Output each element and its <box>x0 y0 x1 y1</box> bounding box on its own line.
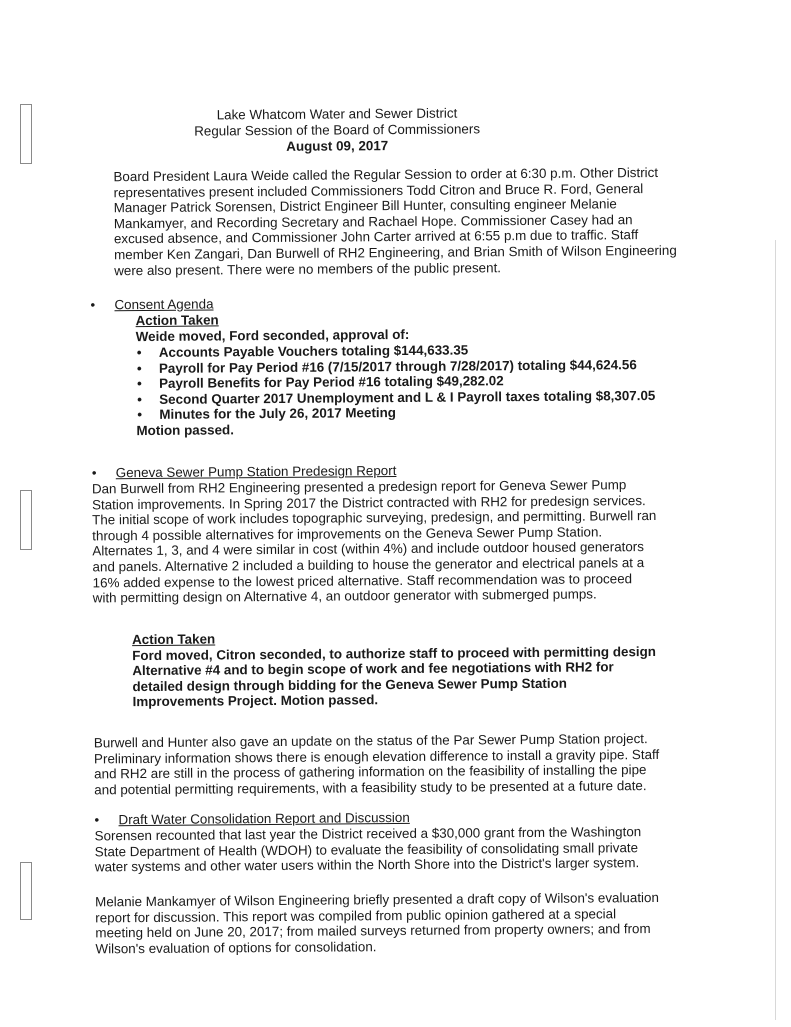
geneva-action-line: detailed design through bidding for the Geneva Sewer Pump Station <box>132 675 568 694</box>
geneva-action-line: Alternative #4 and to begin scope of work and fee negotiations with RH2 for <box>132 659 614 679</box>
consent-item: • Second Quarter 2017 Unemployment and L & I Payroll taxes totaling $8,307.05 <box>137 387 656 407</box>
update-line: and potential permitting requirements, with a feasibility study to be presented at a future date. <box>94 777 647 798</box>
geneva-line: The initial scope of work includes topographic surveying, predesign, and permitting. Burwell ran <box>92 508 657 528</box>
consent-agenda-heading <box>90 296 213 313</box>
intro-paragraph <box>113 165 692 279</box>
geneva-action-line: Improvements Project. Motion passed. <box>132 692 379 710</box>
draft-consolidation-title: Draft Water Consolidation Report and Discussion <box>118 809 410 828</box>
organization-name: Lake Whatcom Water and Sewer District <box>216 105 458 123</box>
consent-result: Motion passed. <box>136 422 234 439</box>
intro-line: excused absence, and Commissioner John Carter arrived at 6:55 p.m due to traffic. Staff <box>113 227 639 247</box>
update-line: and RH2 are still in the process of gathering information on the feasibility of installing the pipe <box>94 762 647 782</box>
draft-line: Melanie Mankamyer of Wilson Engineering briefly presented a draft copy of Wilson's evaluation <box>95 889 659 910</box>
consent-item: • Payroll for Pay Period #16 (7/15/2017 through 7/28/2017) totaling $44,624.56 <box>136 356 637 376</box>
geneva-line: 16% added expense to the lowest priced alternative. Staff recommendation was to proceed <box>92 570 633 590</box>
par-update-paragraph <box>94 731 694 798</box>
update-line: Preliminary information shows there is enough elevation difference to install a gravity pipe. Staff <box>93 746 660 767</box>
draft-consolidation-heading <box>94 810 409 828</box>
consent-item: • Accounts Payable Vouchers totaling $144,633.35 <box>136 342 469 361</box>
geneva-heading <box>92 463 397 481</box>
update-line: Burwell and Hunter also gave an update on the status of the Par Sewer Pump Station project. <box>93 731 648 751</box>
consent-agenda-action <box>136 309 696 345</box>
document-header <box>157 105 517 156</box>
consent-item: • Minutes for the July 26, 2017 Meeting <box>137 405 397 423</box>
bullet: • <box>90 297 96 313</box>
action-taken-label: Action Taken <box>132 631 216 648</box>
action-taken-label: Action Taken <box>135 312 219 329</box>
intro-line: were also present. There were no members of the public present. <box>114 259 502 278</box>
consent-items-list <box>137 341 656 423</box>
geneva-line: Dan Burwell from RH2 Engineering presented a predesign report for Geneva Sewer Pump <box>91 477 627 497</box>
draft-line: report for discussion. This report was compiled from public opinion gathered at a special <box>95 905 617 925</box>
draft-line: meeting held on June 20, 2017; from mailed surveys returned from property owners; and from <box>95 921 651 941</box>
draft-line: water systems and other water users within the North Shore into the District's larger system. <box>94 855 640 875</box>
intro-line: representatives present included Commissioners Todd Citron and Bruce R. Ford, General <box>113 180 644 200</box>
geneva-line: through 4 possible alternatives for improvements on the Geneva Sewer Pump Station. <box>92 524 603 544</box>
draft-body <box>95 824 695 875</box>
session-title: Regular Session of the Board of Commissioners <box>194 121 481 139</box>
geneva-action <box>132 628 693 710</box>
bullet: • <box>94 812 100 828</box>
intro-line: Mankamyer, and Recording Secretary and Rachael Hope. Commissioner Casey had an <box>113 211 633 232</box>
geneva-action-line: Ford moved, Citron seconded, to authorize staff to proceed with permitting design <box>132 643 657 663</box>
intro-line: member Ken Zangari, Dan Burwell of RH2 Engineering, and Brian Smith of Wilson Engineering <box>114 242 677 263</box>
meeting-date: August 09, 2017 <box>286 138 389 154</box>
consent-agenda-title: Consent Agenda <box>114 296 214 313</box>
geneva-line: Alternates 1, 3, and 4 were similar in cost (within 4%) and include outdoor housed generators <box>92 539 644 559</box>
draft-line: State Department of Health (WDOH) to evaluate the feasibility of consolidating small private <box>94 839 639 860</box>
geneva-line: with permitting design on Alternative 4, an outdoor generator with submerged pumps. <box>92 586 597 606</box>
draft-line: Wilson's evaluation of options for consolidation. <box>95 938 377 957</box>
consent-item: • Payroll Benefits for Pay Period #16 totaling $49,282.02 <box>137 373 504 392</box>
intro-line: Manager Patrick Sorensen, District Engineer Bill Hunter, consulting engineer Melanie <box>113 196 617 216</box>
draft-body-2 <box>95 890 695 957</box>
geneva-line: Station improvements. In Spring 2017 the District contracted with RH2 for predesign services. <box>91 492 646 513</box>
geneva-line: and panels. Alternative 2 included a building to house the generator and electrical panels at a <box>92 555 645 575</box>
geneva-title: Geneva Sewer Pump Station Predesign Report <box>115 463 397 481</box>
bullet: • <box>91 465 97 481</box>
geneva-body <box>92 477 693 606</box>
intro-line: Board President Laura Weide called the Regular Session to order at 6:30 p.m. Other District <box>113 164 659 185</box>
consent-motion: Weide moved, Ford seconded, approval of: <box>135 326 410 344</box>
draft-line: Sorensen recounted that last year the District received a $30,000 grant from the Washington <box>94 824 642 844</box>
